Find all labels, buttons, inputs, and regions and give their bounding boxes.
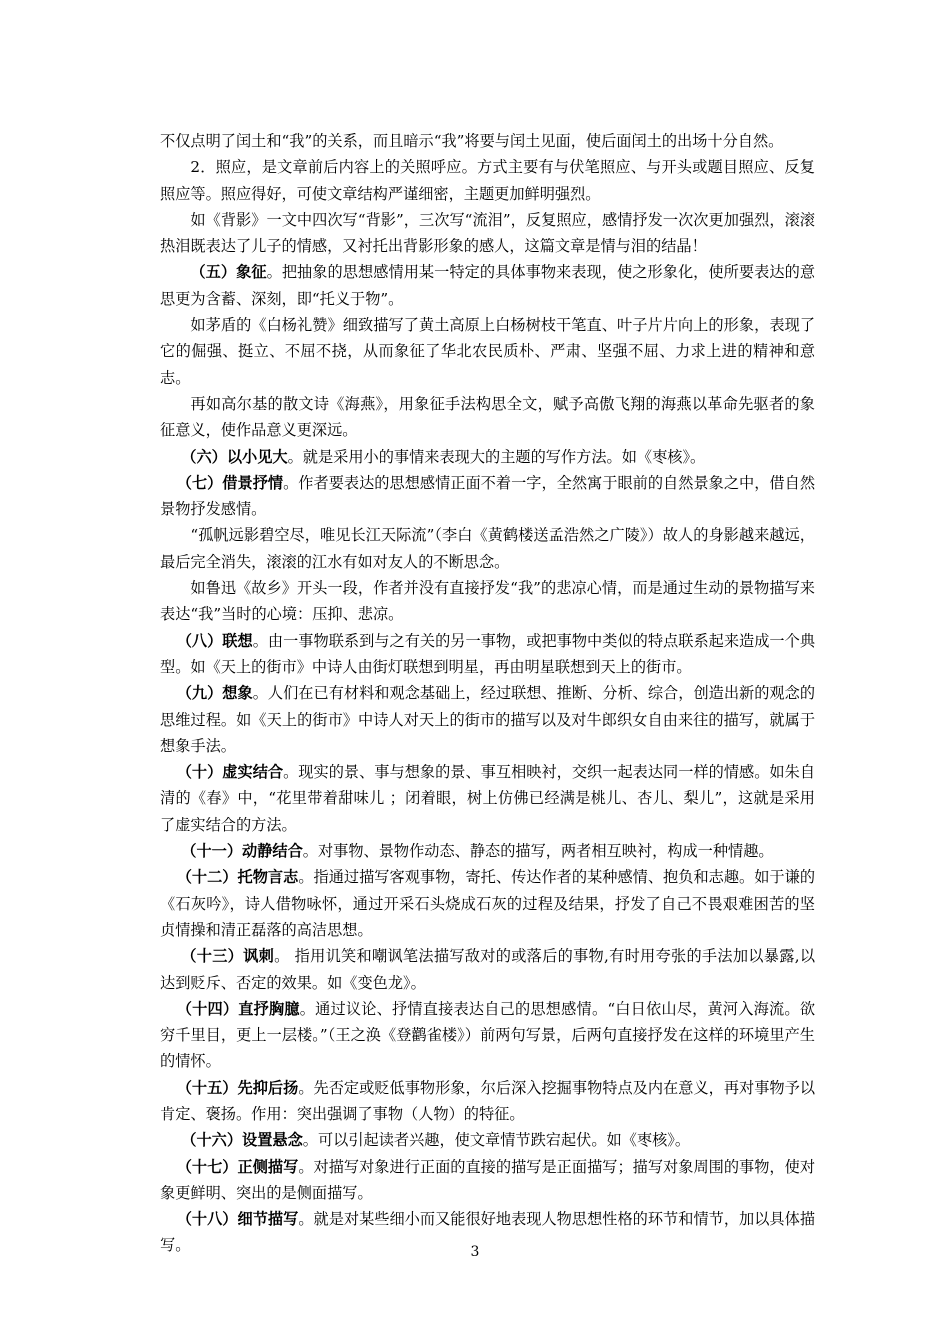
paragraph-text: 如《背影》一文中四次写“背影”，三次写“流泪”，反复照应，感情抒发一次次更加强烈，滚滚热泪既表达了儿子的情感，又衬托出背影形象的感人，这篇文章是情与泪的结晶！	[160, 210, 815, 256]
paragraph	[160, 128, 815, 154]
section-heading: （十八）细节描写	[176, 1210, 299, 1229]
paragraph-text: 。可以引起读者兴趣，使文章情节跌宕起伏。如《枣核》。	[302, 1131, 691, 1150]
paragraph-text: 。指通过描写客观事物，寄托、传达作者的某种感情、抱负和志趣。如于谦的《石灰吟》，诗人借物咏怀，通过开采石头烧成石灰的过程及结果，抒发了自己不畏艰难困苦的坚贞情操和清正磊落的高洁思想。	[160, 868, 816, 939]
paragraph	[160, 628, 815, 681]
paragraph	[160, 207, 815, 260]
paragraph-text: “孤帆远影碧空尽，唯见长江天际流”（李白《黄鹤楼送孟浩然之广陵》）故人的身影越来越远，最后完全消失，滚滚的江水有如对友人的不断思念。	[160, 526, 815, 571]
paragraph-text: 。通过议论、抒情直接表达自己的思想感情。“白日依山尽，黄河入海流。欲穷千里目，更上一层楼。”（王之涣《登鹳雀楼》）前两句写景，后两句直接抒发在这样的环境里产生的情怀。	[160, 999, 816, 1071]
section-heading: （五）象征	[190, 263, 267, 282]
paragraph	[160, 575, 815, 628]
paragraph-text: 如茅盾的《白杨礼赞》细致描写了黄土高原上白杨树枝干笔直、叶子片片向上的形象，表现了它的倔强、挺立、不屈不挠，从而象征了华北农民质朴、严肃、坚强不屈、力求上进的精神和意志。	[160, 316, 815, 387]
body-text	[160, 128, 815, 1259]
paragraph-text: 。 指用讥笑和嘲讽笔法描写敌对的或落后的事物,有时用夸张的手法加以暴露,以达到贬斥、否定的效果。如《变色龙》。	[160, 947, 816, 992]
paragraph-text: 。对描写对象进行正面的直接的描写是正面描写；描写对象周围的事物，使对象更鲜明、突出的是侧面描写。	[160, 1157, 816, 1202]
paragraph-text: 。对事物、景物作动态、静态的描写，两者相互映衬，构成一种情趣。	[302, 842, 774, 861]
paragraph	[160, 391, 815, 444]
section-heading: （十二）托物言志	[176, 868, 299, 887]
section-heading: （十）虚实结合	[176, 763, 284, 782]
paragraph-text: 。把抽象的思想感情用某一特定的具体事物来表现，使之形象化，使所要表达的意思更为含蓄、深刻，即“托义于物”。	[160, 263, 816, 308]
paragraph	[160, 1127, 815, 1153]
section-heading: （十七）正侧描写	[176, 1157, 299, 1176]
paragraph	[160, 154, 815, 207]
paragraph	[160, 259, 815, 312]
paragraph-text: 如鲁迅《故乡》开头一段，作者并没有直接抒发“我”的悲凉心情，而是通过生动的景物描写来表达“我”当时的心境：压抑、悲凉。	[160, 579, 815, 624]
section-heading: （十六）设置悬念	[181, 1131, 303, 1150]
paragraph	[160, 864, 815, 943]
section-heading: （十四）直抒胸臆	[176, 999, 300, 1018]
page-number: 3	[470, 1244, 480, 1260]
paragraph	[160, 838, 815, 864]
paragraph-text: 。作者要表达的思想感情正面不着一字，全然寓于眼前的自然景象之中，借自然景物抒发感情。	[160, 473, 816, 519]
paragraph	[160, 312, 815, 391]
paragraph	[160, 996, 815, 1075]
paragraph	[160, 1154, 815, 1207]
paragraph-text: 。就是采用小的事情来表现大的主题的写作方法。如《枣核》。	[287, 447, 706, 466]
section-heading: （十三）讽刺	[181, 947, 275, 966]
section-heading: （十五）先抑后扬	[176, 1078, 299, 1097]
paragraph-text: 。现实的景、事与想象的景、事互相映衬，交织一起表达同一样的情感。如朱自清的《春》中，“花里带着甜味儿 ；闭着眼，树上仿佛已经满是桃儿、杏儿、梨儿”，这就是采用了虚实结合的方法。	[160, 763, 816, 834]
section-heading: （七）借景抒情	[176, 473, 284, 492]
paragraph-text: 。由一事物联系到与之有关的另一事物，或把事物中类似的特点联系起来造成一个典型。如《天上的街市》中诗人由街灯联想到明星，再由明星联想到天上的街市。	[160, 631, 816, 676]
section-heading: （九）想象	[176, 684, 253, 703]
paragraph	[160, 759, 815, 838]
paragraph	[160, 1075, 815, 1128]
paragraph-text: 2．照应，是文章前后内容上的关照呼应。方式主要有与伏笔照应、与开头或题目照应、反复照应等。照应得好，可使文章结构严谨细密，主题更加鲜明强烈。	[160, 158, 815, 203]
section-heading: （六）以小见大	[181, 447, 288, 466]
section-heading: （十一）动静结合	[181, 842, 303, 861]
paragraph-text: 。人们在已有材料和观念基础上，经过联想、推断、分析、综合，创造出新的观念的思维过程。如《天上的街市》中诗人对天上的街市的描写以及对牛郎织女自由来往的描写，就属于想象手法。	[160, 684, 816, 755]
paragraph	[160, 522, 815, 575]
paragraph	[160, 470, 815, 523]
paragraph-text: 不仅点明了闰土和“我”的关系，而且暗示“我”将要与闰土见面，使后面闰土的出场十分自然。	[160, 132, 784, 150]
paragraph-text: 。就是对某些细小而又能很好地表现人物思想性格的环节和情节，加以具体描写。	[160, 1210, 816, 1255]
paragraph	[160, 943, 815, 996]
section-heading: （八）联想	[176, 631, 253, 650]
paragraph-text: 。先否定或贬低事物形象，尔后深入挖掘事物特点及内在意义，再对事物予以肯定、褒扬。作用：突出强调了事物（人物）的特征。	[160, 1078, 816, 1123]
paragraph-text: 再如高尔基的散文诗《海燕》，用象征手法构思全文，赋予高傲飞翔的海燕以革命先驱者的象征意义，使作品意义更深远。	[160, 394, 815, 440]
paragraph	[160, 444, 815, 470]
paragraph	[160, 680, 815, 759]
